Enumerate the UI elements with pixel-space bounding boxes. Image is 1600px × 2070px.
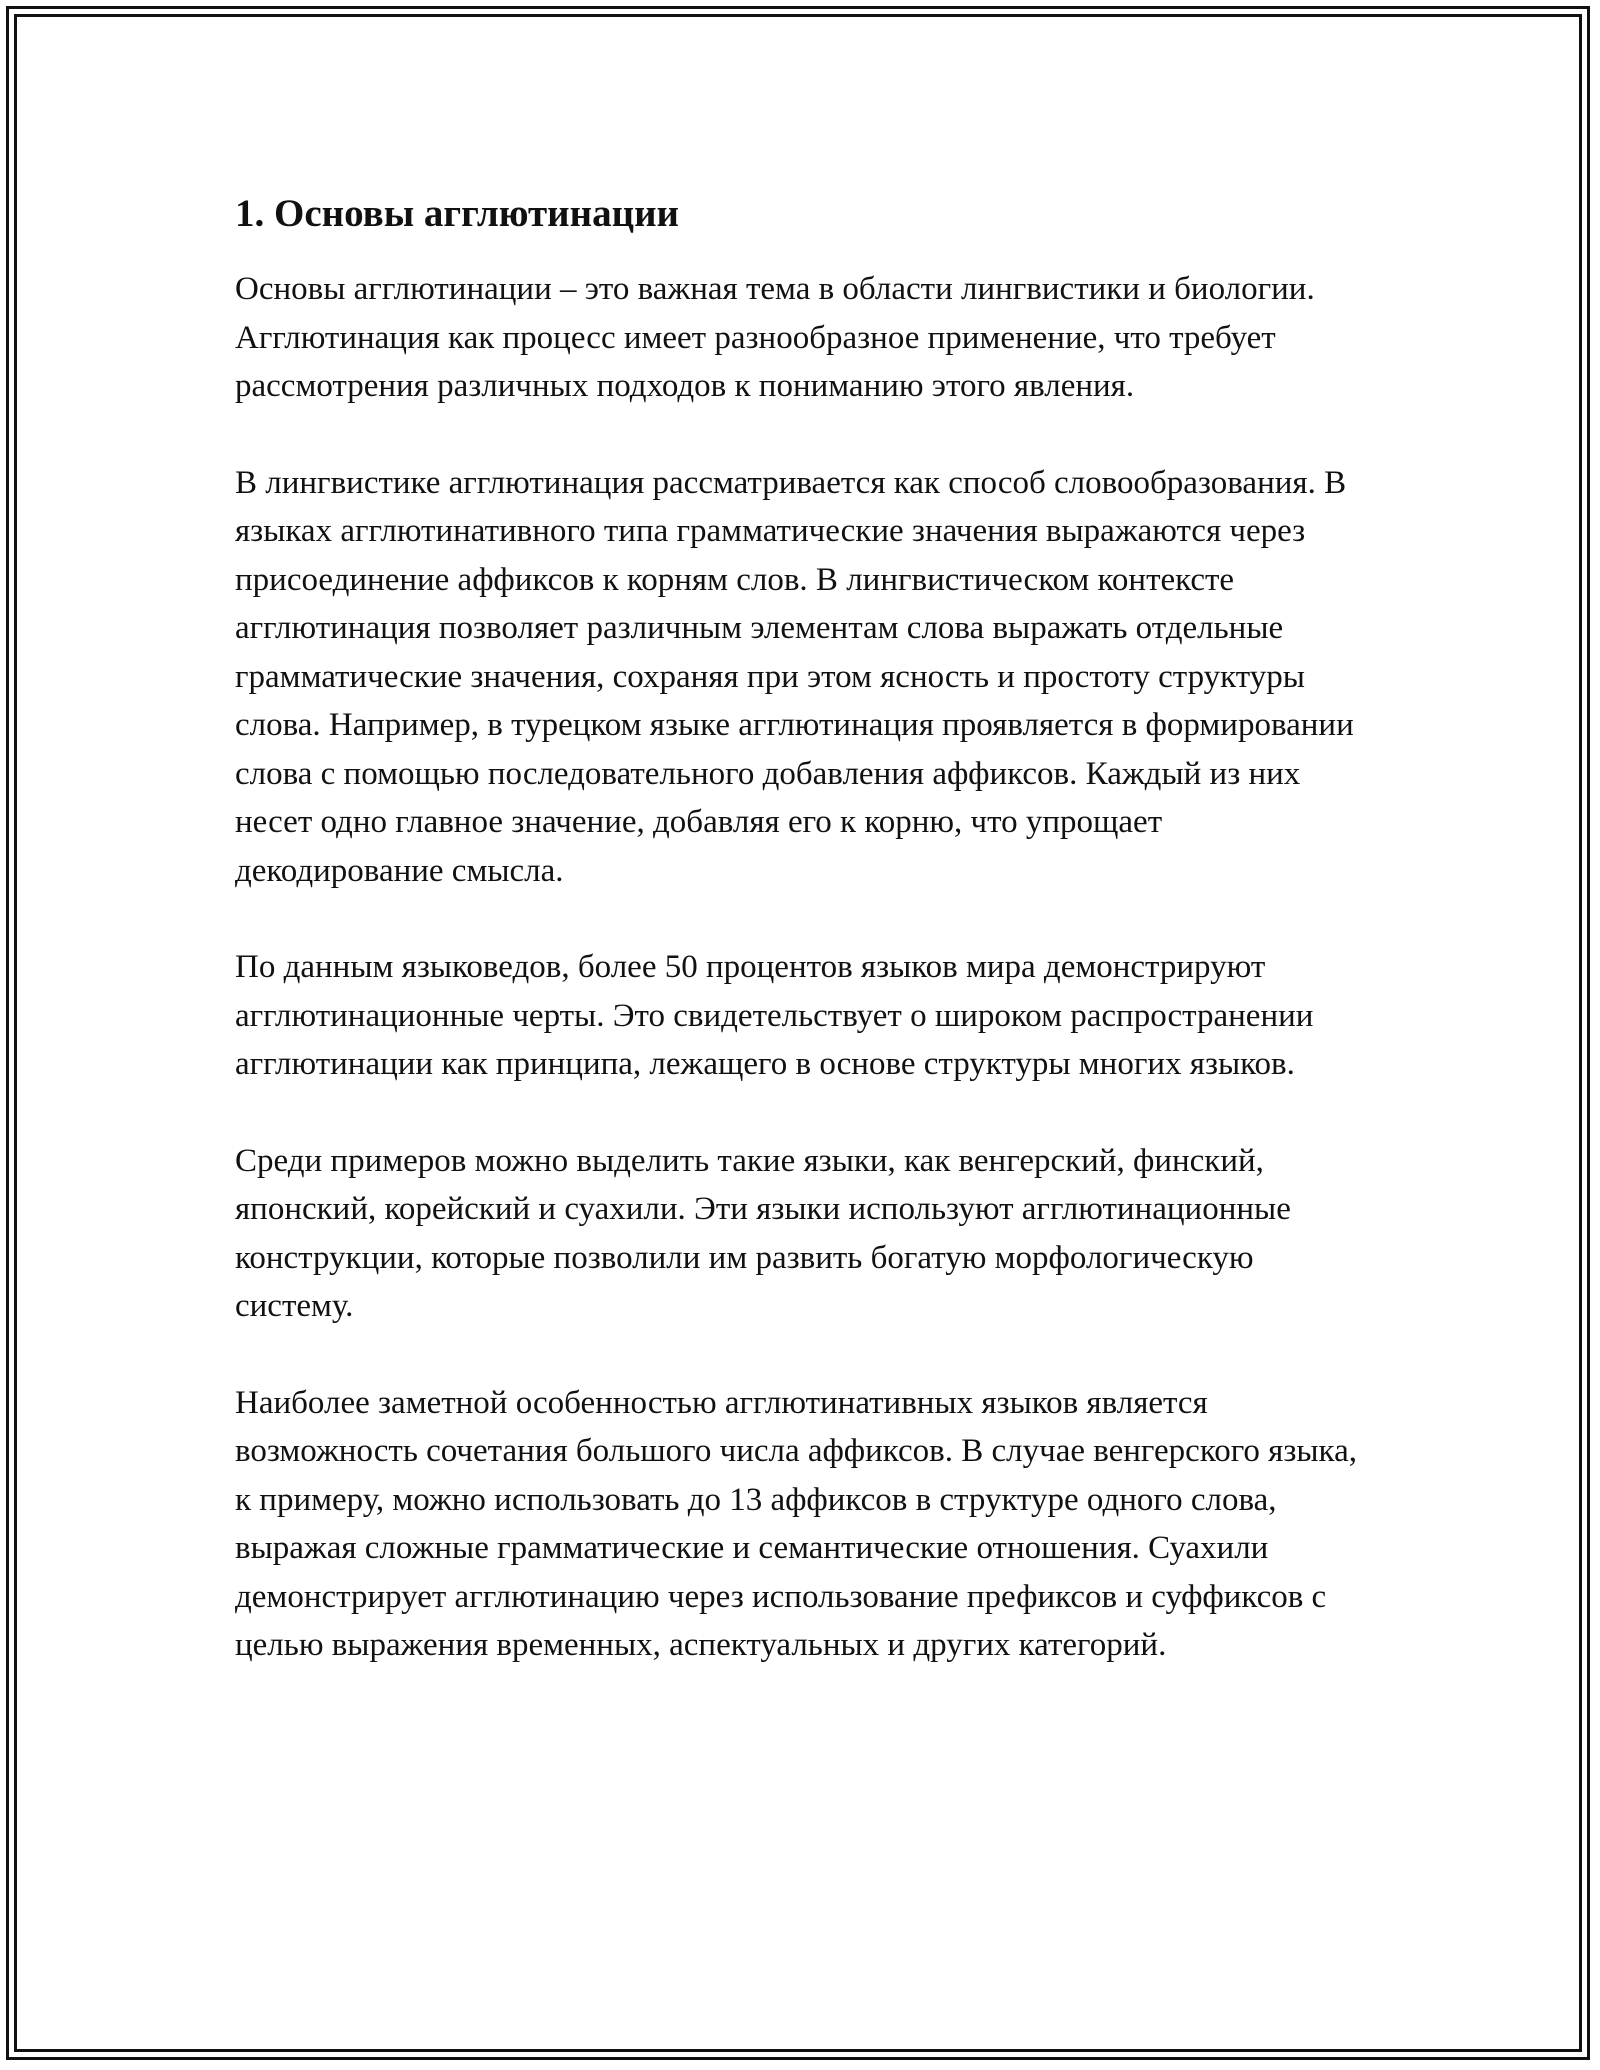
paragraph-affixes: Наиболее заметной особенностью агглютинативных языков является возможность сочетания большого числа аффиксов. В случае венгерского языка, к примеру, можно использовать до 13 аффиксов в структуре одного слова, выражая сложные грамматические и семантические отношения. Суахили демонстрирует агглютинацию через использование префиксов и суффиксов с целью выражения временных, аспектуальных и других категорий.	[235, 1384, 1357, 1663]
paragraph-examples: Среди примеров можно выделить такие языки, как венгерский, финский, японский, корейский и суахили. Эти языки используют агглютинационные конструкции, которые позволили им развить богатую морфологическую систему.	[235, 1142, 1291, 1324]
paragraph-statistics: По данным языковедов, более 50 процентов языков мира демонстрируют агглютинационные черты. Это свидетельствует о широком распространении агглютинации как принципа, лежащего в основе структуры многих языков.	[235, 949, 1314, 1082]
paragraph-linguistics: В лингвистике агглютинация рассматривается как способ словообразования. В языках агглютинативного типа грамматические значения выражаются через присоединение аффиксов к корням слов. В лингвистическом контексте агглютинация позволяет различным элементам слова выражать отдельные грамматические значения, сохраняя при этом ясность и простоту структуры слова. Например, в турецком языке агглютинация проявляется в формировании слова с помощью последовательного добавления аффиксов. Каждый из них несет одно главное значение, добавляя его к корню, что упрощает декодирование смысла.	[235, 464, 1354, 889]
paragraph-intro: Основы агглютинации – это важная тема в области лингвистики и биологии. Агглютинация как процесс имеет разнообразное применение, что требует рассмотрения различных подходов к пониманию этого явления.	[235, 271, 1315, 404]
document-body	[235, 185, 1375, 1718]
section-heading: 1. Основы агглютинации	[235, 192, 680, 235]
